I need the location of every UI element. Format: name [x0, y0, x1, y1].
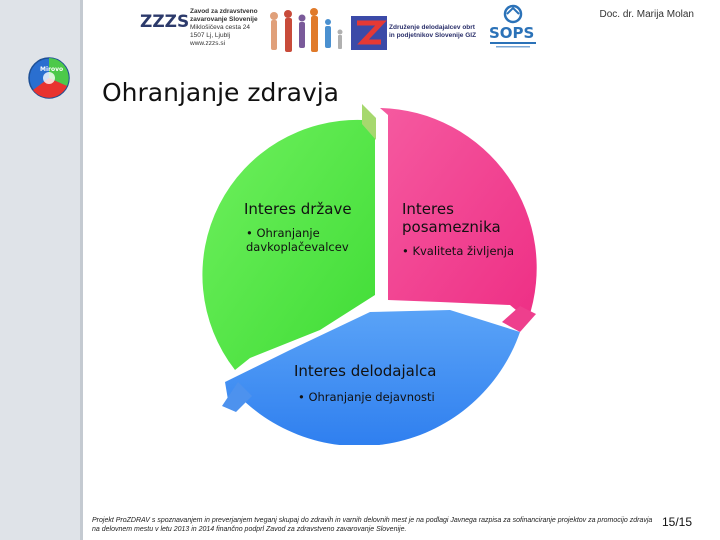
slide-title: Ohranjanje zdravja [102, 78, 339, 107]
mirovo-logo-text: Mirovo [40, 66, 64, 73]
zzzs-logo-text: ZZZS [140, 12, 190, 32]
zzzs-logo [138, 8, 192, 32]
partner-logos [138, 4, 558, 66]
zdruzenje-logo [351, 16, 387, 50]
sops-logo [478, 4, 548, 50]
footer-note: Projekt ProZDRAV s spoznavanjem in preverjanjem tveganj skupaj do zdravih in varnih delovnih mest je na podlagi Javnega razpisa za sofinanciranje projektov za promocijo zdravja na delovnem mestu v letu 2013 in 2014 finančno podprl Zavod za zdravstveno zavarovanje Slovenije. [92, 517, 653, 533]
segment-posameznika-bullet: • Kvaliteta življenja [402, 244, 515, 258]
zdruzenje-text: Združenje delodajalcev obrt in podjetnikov Slovenije GIZ [389, 24, 477, 39]
zzzs-address: Zavod za zdravstveno zavarovanje Slovenije Miklošičeva cesta 24 1507 Lj, Ljublj www.zzzs.si [190, 8, 258, 47]
segment-drzave-bullet: • Ohranjanje davkoplačevalcev [246, 226, 349, 254]
people-figures-icon [266, 6, 346, 58]
mirovo-logo [27, 56, 71, 100]
segment-posameznika-heading: Interes posameznika [402, 200, 501, 236]
segment-delodajalca-heading: Interes delodajalca [294, 362, 437, 380]
segment-posameznika-text [402, 200, 532, 258]
page-number: 15/15 [661, 515, 692, 529]
segment-delodajalca-text [294, 362, 494, 404]
segment-delodajalca-bullet: • Ohranjanje dejavnosti [298, 390, 435, 404]
segment-drzave-text [244, 200, 374, 254]
sops-logo-text: SOPS [489, 24, 535, 42]
segment-drzave-heading: Interes države [244, 200, 352, 218]
author-name: Doc. dr. Marija Molan [599, 9, 694, 20]
